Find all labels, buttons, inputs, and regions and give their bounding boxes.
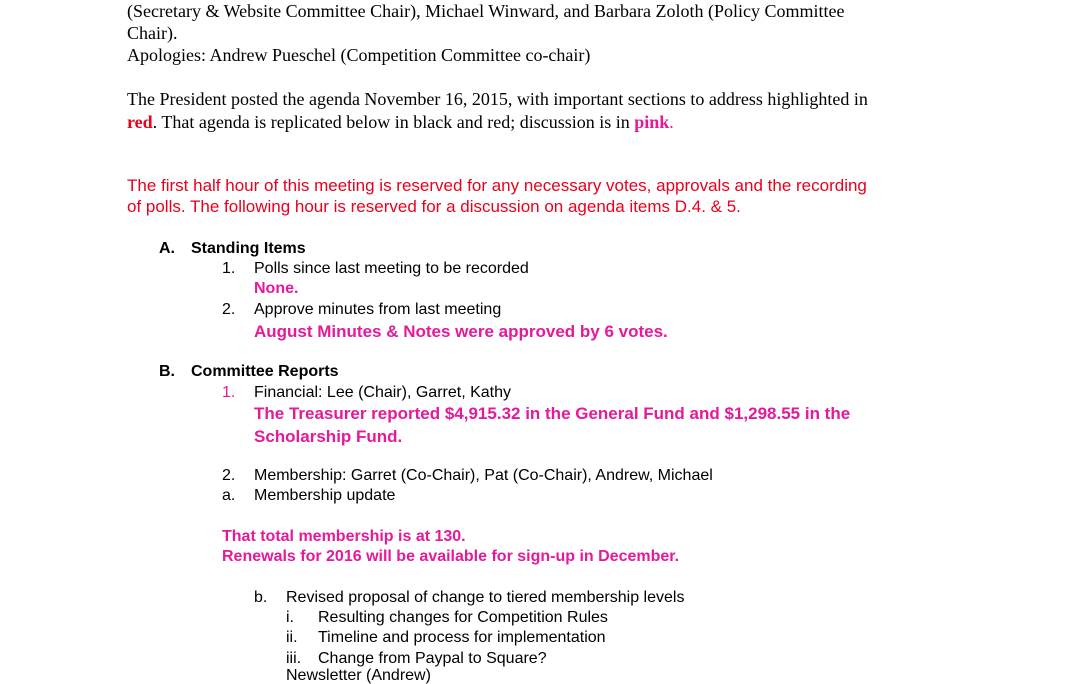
treasurer-note-line-2: Scholarship Fund.: [254, 427, 403, 446]
roman-i-text: Resulting changes for Competition Rules: [318, 609, 608, 626]
intro-line-2: [127, 113, 674, 131]
b-item-1-number: 1.: [222, 384, 236, 401]
roman-ii-marker: ii.: [286, 629, 298, 646]
intro-line-2-end: .: [669, 112, 674, 132]
roman-ii-text: Timeline and process for implementation: [318, 629, 606, 646]
a-item-1-note: None.: [254, 280, 299, 297]
treasurer-note-line-1: The Treasurer reported $4,915.32 in the General Fund and $1,298.55 in the: [254, 404, 851, 423]
intro-line-1: The President posted the agenda November 16, 2015, with important sections to address highlighted in: [127, 89, 868, 109]
b-sub-a-marker: a.: [222, 487, 236, 504]
b-item-2-number: 2.: [222, 467, 236, 484]
b-sub-b-text: Revised proposal of change to tiered membership levels: [286, 589, 685, 606]
a-item-2-text: Approve minutes from last meeting: [254, 301, 502, 318]
roman-iii-text: Change from Paypal to Square?: [318, 650, 547, 667]
b-sub-b-marker: b.: [254, 589, 268, 606]
reserved-line-1: The first half hour of this meeting is reserved for any necessary votes, approvals and the recording: [127, 176, 867, 195]
roman-i-marker: i.: [286, 609, 294, 626]
a-item-1-number: 1.: [222, 260, 236, 277]
section-a-title: Standing Items: [191, 240, 306, 257]
attendees-line-1: (Secretary & Website Committee Chair), Michael Winward, and Barbara Zoloth (Policy Committee: [127, 1, 845, 21]
reserved-line-2: of polls. The following hour is reserved for a discussion on agenda items D.4. & 5.: [127, 197, 741, 216]
next-item-partial: Newsletter (Andrew): [286, 667, 431, 684]
section-b-marker: B.: [159, 363, 175, 380]
a-item-1-text: Polls since last meeting to be recorded: [254, 260, 529, 277]
membership-note-line-1: That total membership is at 130.: [222, 528, 466, 545]
roman-iii-marker: iii.: [286, 650, 302, 667]
b-sub-a-text: Membership update: [254, 487, 396, 504]
section-b-title: Committee Reports: [191, 363, 339, 380]
a-item-2-number: 2.: [222, 301, 236, 318]
pink-word: pink: [634, 112, 670, 132]
attendees-line-2: Chair).: [127, 23, 178, 43]
red-word: red: [127, 112, 153, 132]
b-item-2-text: Membership: Garret (Co-Chair), Pat (Co-Chair), Andrew, Michael: [254, 467, 713, 484]
apologies-line: Apologies: Andrew Pueschel (Competition Committee co-chair): [127, 45, 591, 65]
section-a-marker: A.: [159, 240, 175, 257]
intro-line-2-middle: . That agenda is replicated below in black and red; discussion is in: [152, 112, 635, 132]
b-item-1-text: Financial: Lee (Chair), Garret, Kathy: [254, 384, 511, 401]
a-item-2-note: August Minutes & Notes were approved by 6 votes.: [254, 322, 668, 341]
membership-note-line-2: Renewals for 2016 will be available for sign-up in December.: [222, 548, 680, 565]
